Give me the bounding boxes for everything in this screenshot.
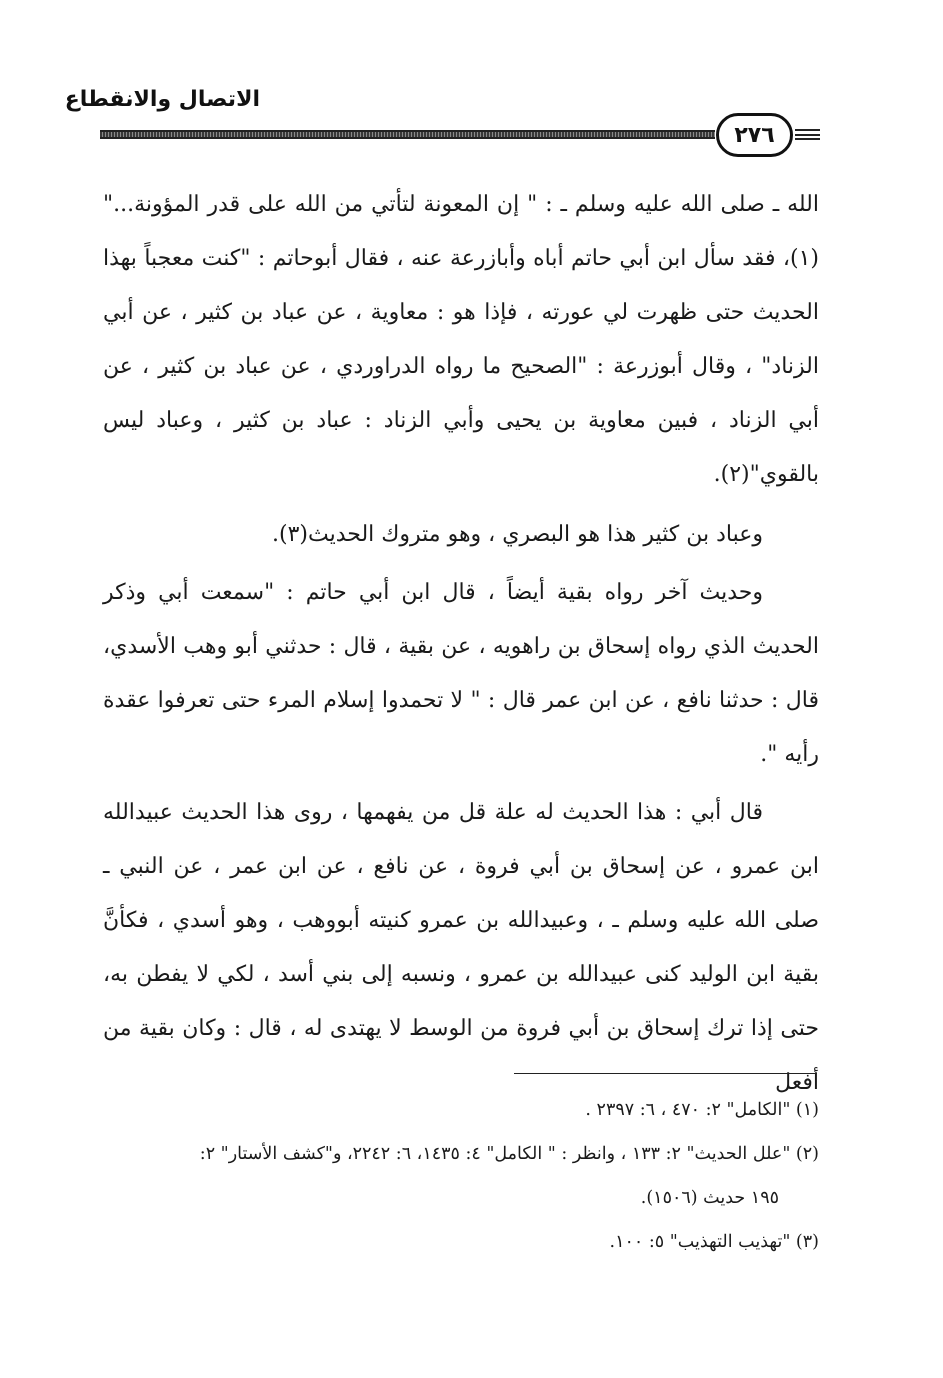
paragraph: وعباد بن كثير هذا هو البصري ، وهو متروك الحديث(٣). bbox=[272, 522, 763, 547]
footnote-3: (٣) "تهذيب التهذيب" ٥: ١٠٠. bbox=[609, 1232, 819, 1252]
footnotes bbox=[103, 1088, 819, 1264]
footnote-separator bbox=[514, 1073, 817, 1074]
footnote-2-continuation: ١٩٥ حديث (١٥٠٦). bbox=[640, 1188, 779, 1208]
header-rule-short bbox=[795, 129, 820, 140]
paragraph: قال أبي : هذا الحديث له علة قل من يفهمها ، روى هذا الحديث عبيدالله ابن عمرو ، عن إسحاق بن أبي فروة ، عن نافع ، عن ابن عمر ، عن النبي ـ صلى الله عليه وسلم ـ ، وعبيدالله بن عمرو كنيته أبووهب ، وهو أسدي ، فكأنَّ بقية ابن الوليد كنى عبيدالله بن عمرو ، ونسبه إلى بني أسد ، لكي لا يفطن به، حتى إذا ترك إسحاق بن أبي فروة من الوسط لا يهتدى له ، قال : وكان بقية من أفعل bbox=[103, 800, 820, 1095]
paragraph: الله ـ صلى الله عليه وسلم ـ : " إن المعونة لتأتي من الله على قدر المؤونة..."(١)، فقد سأل ابن أبي حاتم أباه وأبازرعة عنه ، فقال أبوحاتم : "كنت معجباً بهذا الحديث حتى ظهرت لي عورته ، فإذا هو : معاوية ، عن عباد بن كثير ، عن أبي الزناد" ، وقال أبوزرعة : "الصحيح ما رواه الدراوردي ، عن عباد بن كثير ، عن أبي الزناد ، فبين معاوية بن يحيى وأبي الزناد : عباد بن كثير ، وعباد ليس بالقوي"(٢). bbox=[103, 192, 819, 487]
header-rule bbox=[100, 130, 715, 139]
footnote-2: (٢) "علل الحديث" ٢: ١٣٣ ، وانظر : " الكامل" ٤: ١٤٣٥، ٦: ٢٢٤٢، و"كشف الأستار" ٢: bbox=[199, 1144, 819, 1164]
running-title: الاتصال والانقطاع bbox=[64, 87, 260, 112]
page-number: ٢٧٦ bbox=[716, 113, 793, 157]
paragraph: وحديث آخر رواه بقية أيضاً ، قال ابن أبي حاتم : "سمعت أبي وذكر الحديث الذي رواه إسحاق بن راهويه ، عن بقية ، قال : حدثني أبو وهب الأسدي، قال : حدثنا نافع ، عن ابن عمر قال : " لا تحمدوا إسلام المرء حتى تعرفوا عقدة رأيه ". bbox=[103, 580, 819, 767]
footnote-1: (١) "الكامل" ٢: ٤٧٠ ، ٦: ٢٣٩٧ . bbox=[585, 1100, 819, 1120]
main-text bbox=[103, 178, 819, 1114]
